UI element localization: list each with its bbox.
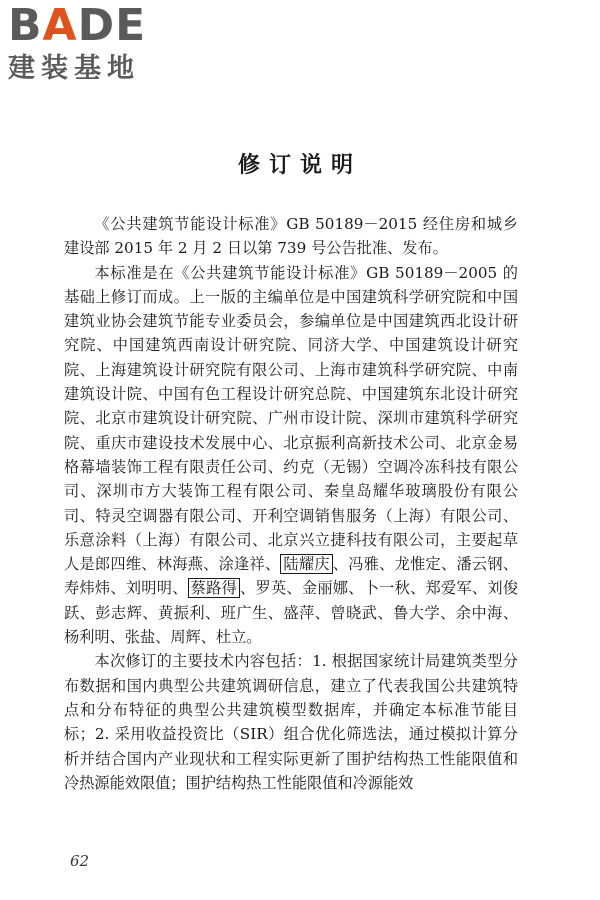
logo-subtitle: 建装基地 xyxy=(8,53,140,84)
paragraph-revision-content: 本次修订的主要技术内容包括：1. 根据国家统计局建筑类型分布数据和国内典型公共建筑调研信息，建立了代表我国公共建筑特点和分布特征的典型公共建筑模型数据库，并确定本标准节能目标；2. 采用收益投资比（SIR）组合优化筛选法，通过模拟计算分析并结合国内产业现状和工程实际更新了围护结构热工性能限值和冷热源能效限值；围护结构热工性能限值和冷源能效 xyxy=(64,652,518,792)
paragraph-history-text-c: 、罗英、金丽娜、卜一秋、郑爱军、刘俊跃、彭志辉、黄振利、班广生、盛萍、曾晓武、鲁大学、余中海、杨利明、张盐、周辉、杜立。 xyxy=(64,579,519,647)
logo-letters-de: DE xyxy=(77,0,147,51)
logo-letter-a-accent: A xyxy=(42,0,78,51)
page-number: 62 xyxy=(70,852,90,870)
page-title: 修订说明 xyxy=(237,153,362,178)
boxed-name-2: 蔡路得 xyxy=(188,578,240,598)
brand-logo xyxy=(8,0,176,90)
document-body xyxy=(64,212,518,795)
logo-wordmark xyxy=(8,0,176,51)
paragraph-history-text-a: 本标准是在《公共建筑节能设计标准》GB 50189－2005 的基础上修订而成。上一版的主编单位是中国建筑科学研究院和中国建筑业协会建筑节能专业委员会，参编单位是中国建筑西北设计研究院、中国建筑西南设计研究院、同济大学、中国建筑设计研究院、上海建筑设计研究院有限公司、上海市建筑科学研究院、中南建筑设计院、中国有色工程设计研究总院、中国建筑东北设计研究院、北京市建筑设计研究院、广州市设计院、深圳市建筑科学研究院、重庆市建设技术发展中心、北京振利高新技术公司、北京金易格幕墙装饰工程有限责任公司、约克（无锡）空调冷冻科技有限公司、深圳市方大装饰工程有限公司、秦皇岛耀华玻璃股份有限公司、特灵空调器有限公司、开利空调销售服务（上海）有限公司、乐意涂料（上海）有限公司、北京兴立捷科技有限公司，主要起草人是郎四维、林海燕、涂逢祥、 xyxy=(64,263,518,574)
boxed-name-1: 陆耀庆 xyxy=(280,554,332,574)
logo-letter-b: B xyxy=(8,0,43,51)
paragraph-history-text-b: 、冯雅、龙惟定、潘云钢、寿炜炜、刘明明、 xyxy=(64,555,519,598)
paragraph-approval: 《公共建筑节能设计标准》GB 50189－2015 经住房和城乡建设部 2015 年 2 月 2 日以第 739 号公告批准、发布。 xyxy=(64,215,518,258)
paragraph-history xyxy=(64,261,518,650)
